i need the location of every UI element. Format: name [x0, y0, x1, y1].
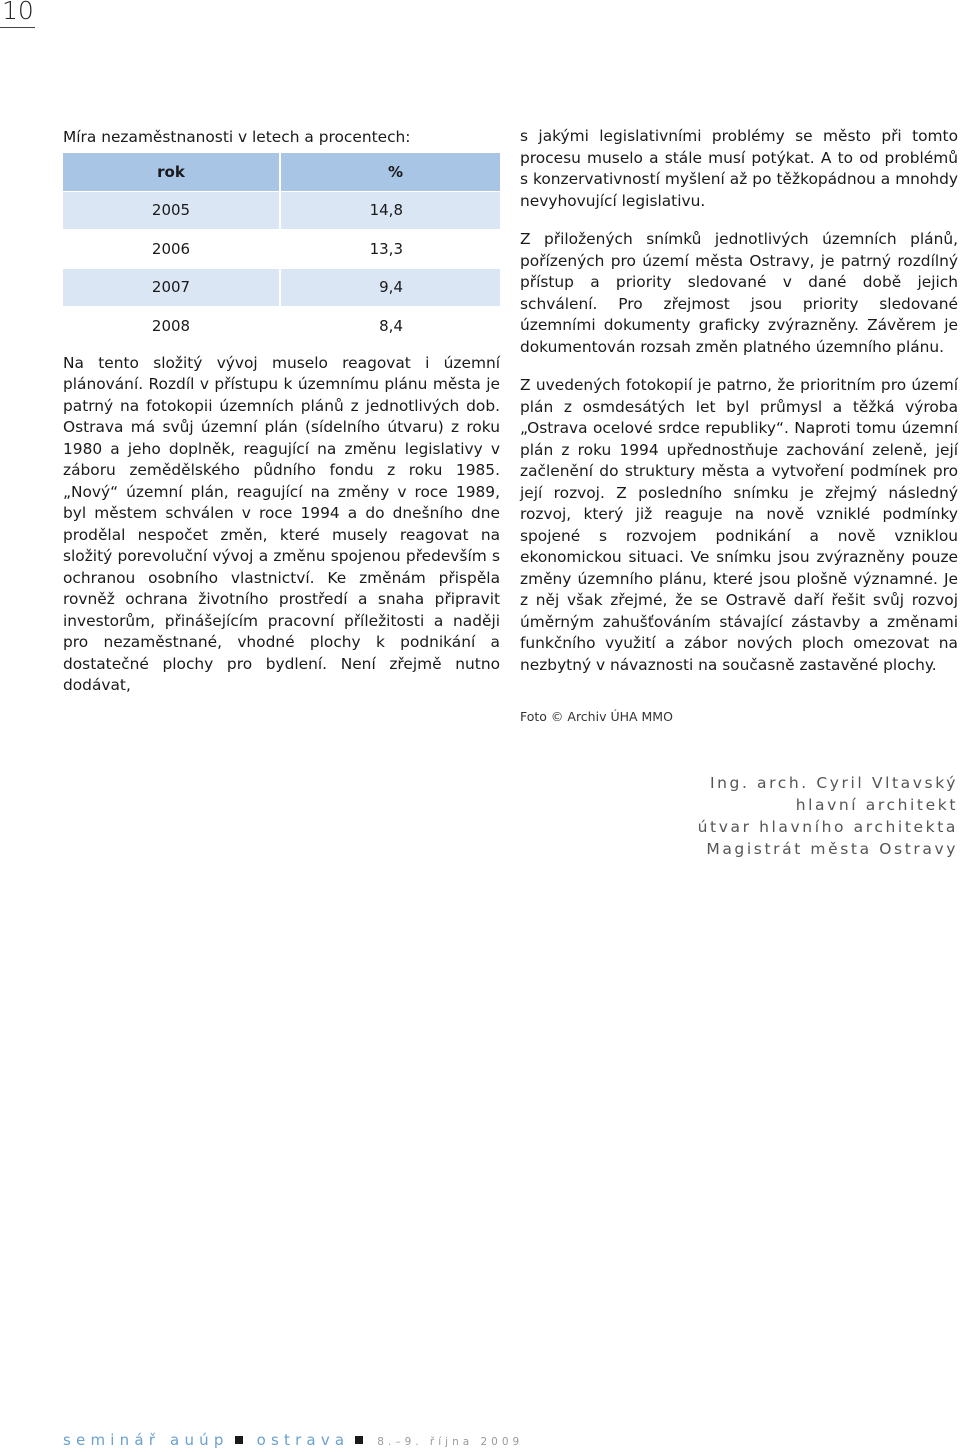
footer-city: ostrava: [256, 1431, 350, 1449]
cell-year: 2006: [63, 230, 279, 269]
author-institution: Magistrát města Ostravy: [706, 840, 958, 858]
page-footer: [63, 1431, 523, 1449]
page-number: 10: [2, 0, 34, 25]
header-percent: %: [279, 153, 500, 192]
body-paragraph: Z přiložených snímků jednotlivých územních plánů, pořízených pro území města Ostravy, je patrný rozdílný přístup a priority sledované v dané době jejich schválení. Pro zřejmost jsou priority sledované územními dokumenty graficky zvýrazněny. Závěrem je dokumentován rozsah změn platného územního plánu.: [520, 230, 958, 356]
author-name: Ing. arch. Cyril Vltavský: [709, 774, 958, 792]
table-row: [63, 192, 500, 231]
author-signature: [698, 772, 958, 860]
table-row: [63, 307, 500, 346]
photo-credit: Foto © Archiv ÚHA MMO: [520, 709, 673, 724]
cell-percent: 14,8: [279, 192, 500, 231]
cell-percent: 8,4: [279, 307, 500, 346]
unemployment-table: [63, 153, 500, 346]
table-header-row: [63, 153, 500, 192]
square-bullet-icon: [355, 1436, 363, 1444]
header-year: rok: [63, 153, 279, 192]
footer-date: 8.–9. října 2009: [377, 1436, 524, 1448]
author-role: hlavní architekt: [795, 796, 958, 814]
author-office: útvar hlavního architekta: [697, 818, 958, 836]
page-number-rule: [0, 27, 35, 28]
cell-percent: 9,4: [279, 269, 500, 308]
body-paragraph: Z uvedených fotokopií je patrno, že prioritním pro území plán z osmdesátých let byl průmysl a těžká výroba „Ostrava ocelové srdce republiky“. Naproti tomu územní plán z roku 1994 upřednostňuje zachování zeleně, její začlenění do struktury města a vytvoření podmínek pro její rozvoj. Z posledního snímku je zřejmý následný rozvoj, který již reaguje na nově vzniklé podmínky spojené s rozvojem podnikání a nově vzniklou ekonomickou situaci. Ve snímku jsou zvýrazněny pouze změny územního plánu, které jsou plošně významné. Je z něj však zřejmé, že se Ostravě daří řešit svůj rozvoj úměrným zahušťováním stávající zástavby a změnami funkčního využití a zábor nových ploch omezovat na nezbytný v návaznosti na současně zastavěné plochy.: [520, 376, 958, 674]
table-row: [63, 269, 500, 308]
cell-year: 2008: [63, 307, 279, 346]
footer-seminar: seminář auúp: [63, 1431, 229, 1449]
table-row: [63, 230, 500, 269]
square-bullet-icon: [235, 1436, 243, 1444]
cell-year: 2005: [63, 192, 279, 231]
right-column: [520, 126, 958, 693]
body-paragraph: s jakými legislativními problémy se město při tomto procesu muselo a stále musí potýkat. A to od problémů s konzervativností myšlení až po těžkopádnou a mnohdy nevyhovující legislativu.: [520, 127, 958, 210]
left-body-text: Na tento složitý vývoj muselo reagovat i územní plánování. Rozdíl v přístupu k územnímu plánu města je patrný na fotokopii územních plánů z jednotlivých dob. Ostrava má svůj územní plán (sídelního útvaru) z roku 1980 a jeho doplněk, reagující na změnu legislativy v záboru zemědělského půdního fondu z roku 1985. „Nový“ územní plán, reagující na změny v roce 1989, byl městem schválen v roce 1994 a do dnešního dne prodělal nespočet změn, které musely reagovat na složitý porevoluční vývoj a změnu spojenou především s ochranou osobního vlastnictví. Ke změnám přispěla rovněž ochrana životního prostředí a snaha připravit investorům, přinášejícím pracovní příležitosti a naději pro nezaměstnané, vhodné plochy k podnikání a dostatečné plochy pro bydlení. Není zřejmě nutno dodávat,: [63, 353, 500, 694]
left-column: [63, 126, 500, 697]
table-caption: Míra nezaměstnanosti v letech a procentech:: [63, 128, 411, 146]
cell-year: 2007: [63, 269, 279, 308]
cell-percent: 13,3: [279, 230, 500, 269]
